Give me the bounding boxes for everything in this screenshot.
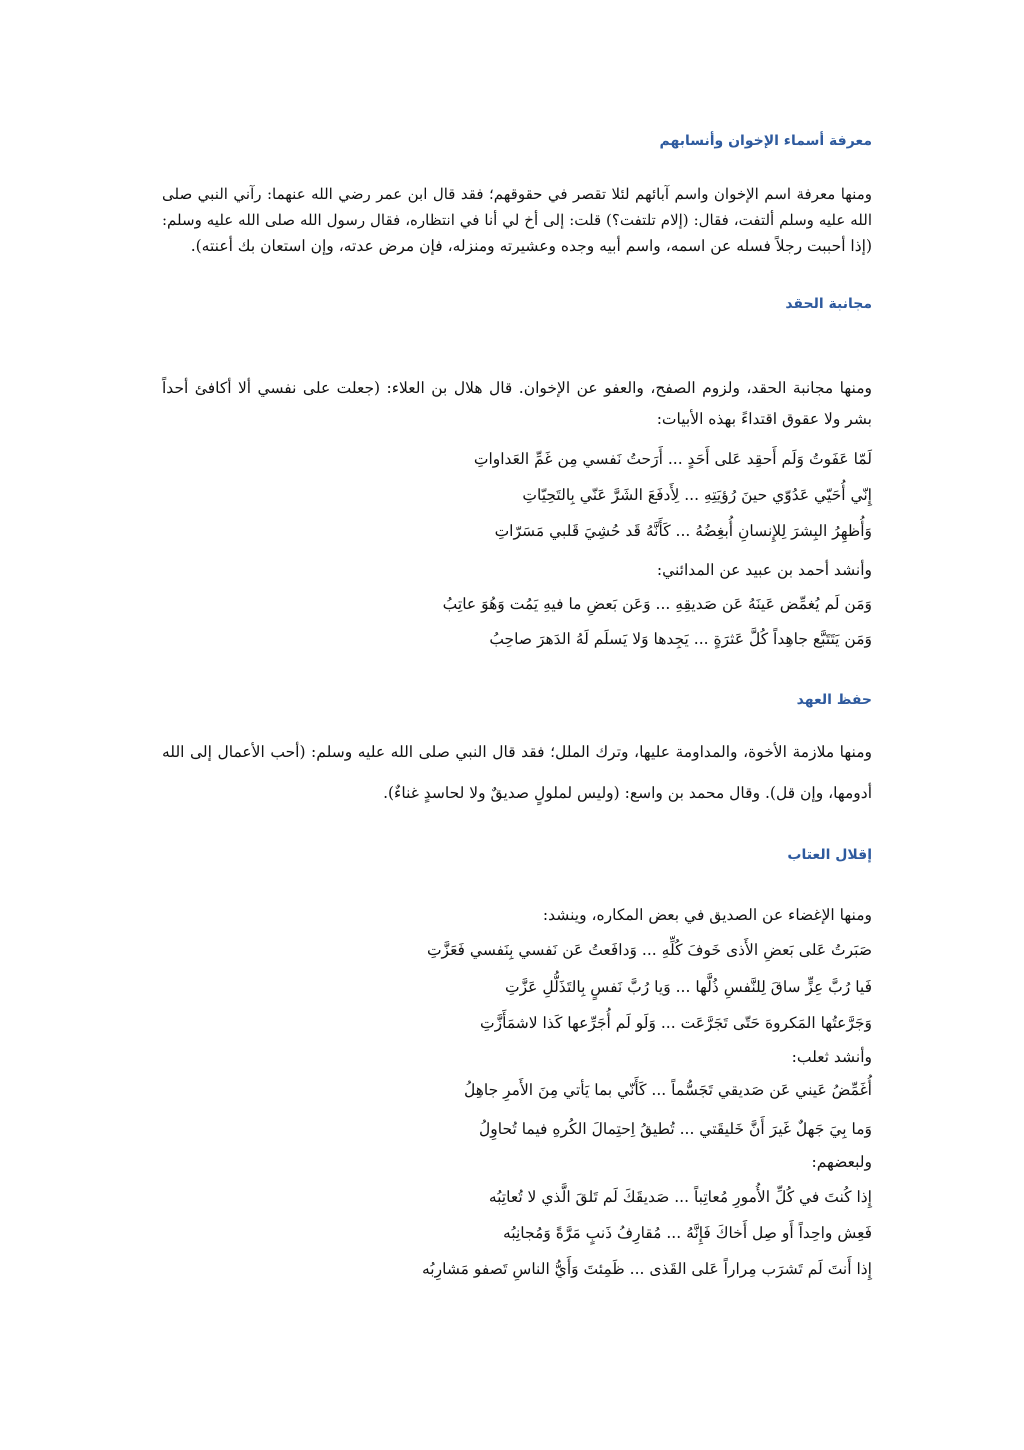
poem-verse: لَمّا عَفَوتُ وَلَم أَحقِد عَلى أَحَدٍ ... أَرَحتُ نَفسي مِن غَمِّ العَداواتِ: [473, 450, 872, 468]
poem-verse: وَمَن لَم يُغمِّض عَينَهُ عَن صَديقِهِ ... وَعَن بَعضِ ما فيهِ يَمُت وَهُوَ عاتِبُ: [442, 595, 872, 613]
section-heading-keep-covenant: حفظ العهد: [796, 692, 872, 708]
poem-verse: إِنّي أُحَيّي عَدُوّي حينَ رُؤيَتِهِ ... لِأَدفَعَ الشَرَّ عَنّي بِالتَحِيّاتِ: [522, 486, 872, 504]
poem-verse: وَمَن يَتَتَبَّع جاهِداً كُلَّ عَثرَةٍ ... يَجِدها وَلا يَسلَم لَهُ الدَهرَ صاحِبُ: [489, 630, 872, 648]
paragraph-line: وأنشد ثعلب:: [791, 1048, 872, 1066]
paragraph-line: ومنها ملازمة الأخوة، والمداومة عليها، وترك الملل؛ فقد قال النبي صلى الله عليه وسلم: (أحب الأعمال إلى الله: [162, 743, 872, 761]
poem-verse: أُغَمِّضُ عَيني عَن صَديقي تَجَسُّماً ... كَأَنّي بما يَأتي مِنَ الأَمرِ جاهِلُ: [463, 1081, 872, 1099]
paragraph-line: ومنها مجانبة الحقد، ولزوم الصفح، والعفو عن الإخوان. قال هلال بن العلاء: (جعلت على نفسي ألا أكافئ أحداً: [162, 379, 872, 397]
paragraph-line: بشر ولا عقوق اقتداءً بهذه الأبيات:: [656, 410, 872, 428]
section-heading-avoid-grudge: مجانبة الحقد: [785, 296, 872, 312]
section-heading-less-reproach: إقلال العتاب: [787, 847, 872, 863]
paragraph-line: ومنها الإغضاء عن الصديق في بعض المكاره، وينشد:: [542, 906, 872, 924]
section-heading-names: معرفة أسماء الإخوان وأنسابهم: [659, 133, 872, 149]
poem-verse: وَما بِيَ جَهلٌ غَيرَ أَنَّ خَليقَتي ... تُطيقُ اِحتِمالَ الكُرهِ فيما تُحاوِلُ: [478, 1120, 872, 1138]
paragraph-line: وأنشد أحمد بن عبيد عن المدائني:: [656, 561, 872, 579]
poem-verse: وَأُظهِرُ البِشرَ لِلإِنسانِ أُبغِضُهُ ... كَأَنَّهُ قَد حُشِيَ قَلبي مَسَرّاتِ: [494, 522, 872, 540]
poem-verse: فَيا رُبَّ عِزٍّ ساقَ لِلنَّفسِ ذُلَّها ... وَيا رُبَّ نَفسٍ بِالتَذَلُّلِ عَزَّتِ: [505, 978, 872, 996]
paragraph-line: أدومها، وإن قل). وقال محمد بن واسع: (وليس لملولٍ صديقٌ ولا لحاسدٍ غناءٌ).: [383, 784, 872, 802]
paragraph-line: ولبعضهم:: [811, 1153, 872, 1171]
poem-verse: إِذا كُنتَ في كُلِّ الأُمورِ مُعاتِباً ... صَديقَكَ لَم تَلقَ الَّذي لا تُعاتِبُه: [488, 1188, 872, 1206]
paragraph-line: الله عليه وسلم ألتفت، فقال: (إلام تلتفت؟) قلت: إلى أخ لي أنا في انتظاره، فقال رسول الله صلى الله عليه وسلم:: [162, 211, 872, 229]
poem-verse: صَبَرتُ عَلى بَعضِ الأَذى خَوفَ كُلِّهِ ... وَدافَعتُ عَن نَفسي بِنَفسي فَعَزَّتِ: [426, 941, 872, 959]
paragraph-line: (إذا أحببت رجلاً فسله عن اسمه، واسم أبيه وجده وعشيرته ومنزله، فإن مرض عدته، وإن استعان بك أعنته).: [190, 237, 872, 255]
poem-verse: وَجَرَّعتُها المَكروهَ حَتّى تَجَرَّعَت ... وَلَو لَم أُجَرِّعها كَذا لاشمَأَزَّتِ: [480, 1014, 872, 1032]
poem-verse: إِذا أَنتَ لَم تَشرَب مِراراً عَلى القَذى ... ظَمِئتَ وَأَيُّ الناسِ تَصفو مَشارِبُه: [421, 1260, 872, 1278]
paragraph-line: ومنها معرفة اسم الإخوان واسم آبائهم لئلا تقصر في حقوقهم؛ فقد قال ابن عمر رضي الله عنهما: رآني النبي صلى: [162, 185, 872, 203]
poem-verse: فَعِش واحِداً أَو صِل أَخاكَ فَإِنَّهُ ... مُقارِفُ ذَنبٍ مَرَّةً وَمُجانِبُه: [503, 1224, 872, 1242]
